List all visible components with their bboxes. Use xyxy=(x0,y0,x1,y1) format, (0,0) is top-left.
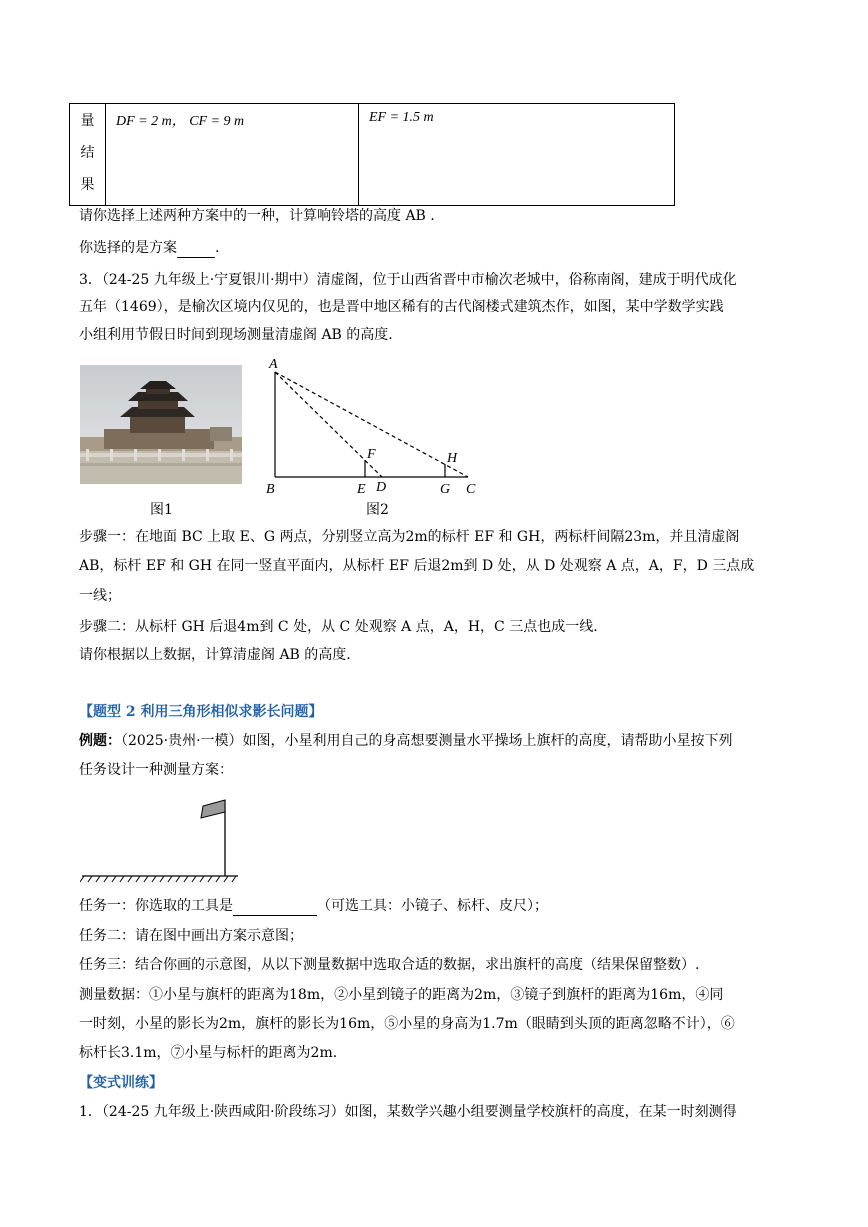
task3: 任务三：结合你画的示意图，从以下测量数据中选取合适的数据，求出旗杆的高度（结果保留整数）. xyxy=(79,957,700,973)
variant-heading: 【变式训练】 xyxy=(79,1075,163,1091)
task1 xyxy=(79,896,548,916)
label-b: B xyxy=(266,482,275,497)
example-text: （2025·贵州·一模）如图，小星利用自己的身高想要测量水平操场上旗杆的高度，请帮助小星按下列 xyxy=(121,733,733,749)
cell-text: DF = 2 m， CF = 9 m xyxy=(116,114,245,129)
geometry-diagram xyxy=(258,352,483,500)
label-d: D xyxy=(376,480,387,495)
table-cell-plan1 xyxy=(106,104,359,206)
step1-line3: 一线； xyxy=(79,588,121,604)
pavilion-photo xyxy=(80,365,242,484)
q3-ask: 请你根据以上数据，计算清虚阁 AB 的高度. xyxy=(79,647,351,663)
measurement-table xyxy=(69,103,675,206)
ground-hatching xyxy=(80,876,236,882)
label-g: G xyxy=(440,482,451,497)
q3-line3: 小组利用节假日时间到现场测量清虚阁 AB 的高度. xyxy=(79,327,393,343)
example-line1 xyxy=(79,731,733,751)
label-char: 结 xyxy=(80,145,95,161)
table-cell-plan2 xyxy=(359,104,675,206)
example-line2: 任务设计一种测量方案： xyxy=(79,762,233,778)
q3-line2: 五年（1469），是榆次区境内仅见的，也是晋中地区稀有的古代阁楼式建筑杰作，如图，某中学数学实践 xyxy=(79,299,724,315)
flag-icon xyxy=(201,800,225,818)
label-h: H xyxy=(447,451,458,466)
choice-suffix: . xyxy=(215,240,220,256)
label-f: F xyxy=(367,447,376,462)
label-char: 量 xyxy=(80,113,95,129)
task2: 任务二：请在图中画出方案示意图； xyxy=(79,928,303,944)
label-c: C xyxy=(466,482,476,497)
tool-blank[interactable] xyxy=(233,899,317,916)
flagpole-diagram xyxy=(80,792,242,884)
label-char: 果 xyxy=(80,177,95,193)
step1-line1: 步骤一：在地面 BC 上取 E、G 两点，分别竖立高为2m的标杆 EF 和 GH，两标杆间隔23m，并且清虚阁 xyxy=(79,529,740,545)
data-line2: 一时刻，小星的影长为2m，旗杆的影长为16m，⑤小星的身高为1.7m（眼睛到头顶的距离忽略不计），⑥ xyxy=(79,1016,735,1032)
data-line3: 标杆长3.1m，⑦小星与标杆的距离为2m. xyxy=(79,1045,338,1061)
choice-prefix: 你选择的是方案 xyxy=(79,240,177,256)
type2-heading: 【题型 2 利用三角形相似求影长问题】 xyxy=(79,704,323,720)
sightline-ad xyxy=(275,372,382,477)
task1-suffix: （可选工具：小镜子、标杆、皮尺）； xyxy=(317,898,548,914)
cell-text: EF = 1.5 m xyxy=(369,110,434,125)
step1-line2: AB，标杆 EF 和 GH 在同一竖直平面内，从标杆 EF 后退2m到 D 处，从 D 处观察 A 点，A，F，D 三点成 xyxy=(79,558,755,574)
q2-ask: 请你选择上述两种方案中的一种，计算响铃塔的高度 AB . xyxy=(79,208,435,224)
q2-choice xyxy=(79,238,219,258)
step2: 步骤二：从标杆 GH 后退4m到 C 处，从 C 处观察 A 点，A，H，C 三点也成一线. xyxy=(79,619,598,635)
task1-prefix: 任务一：你选取的工具是 xyxy=(79,898,233,914)
label-a: A xyxy=(269,357,278,372)
variant-q1: 1．（24-25 九年级上·陕西咸阳·阶段练习）如图，某数学兴趣小组要测量学校旗杆的高度，在某一时刻测得 xyxy=(79,1104,737,1120)
figure1-caption: 图1 xyxy=(150,502,173,518)
q3-line1: 3．（24-25 九年级上·宁夏银川·期中）清虚阁，位于山西省晋中市榆次老城中，俗称南阁，建成于明代成化 xyxy=(79,272,737,288)
label-e: E xyxy=(357,482,366,497)
answer-blank[interactable] xyxy=(177,241,215,258)
data-line1: 测量数据：①小星与旗杆的距离为18m，②小星到镜子的距离为2m，③镜子到旗杆的距离为16m，④同 xyxy=(79,987,724,1003)
table-row-label xyxy=(70,104,106,206)
figure2-caption: 图2 xyxy=(366,502,389,518)
example-label: 例题： xyxy=(79,733,121,749)
